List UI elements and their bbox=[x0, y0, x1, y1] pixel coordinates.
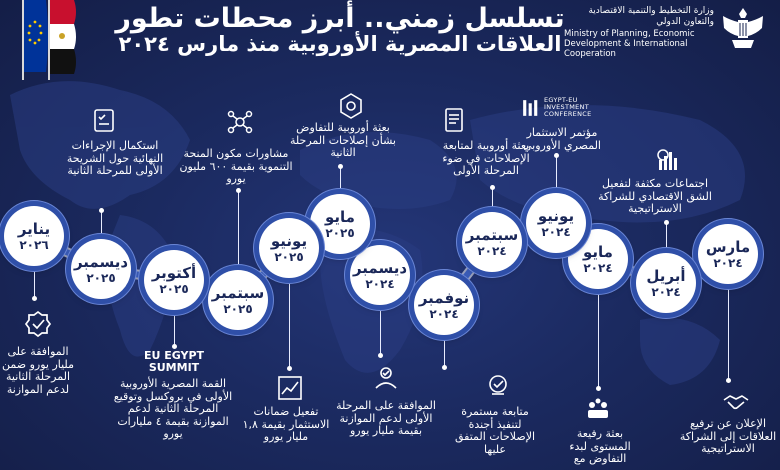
event-text-may-2024: بعثة رفيعة المستوى لبدء التفاوض مع bbox=[569, 427, 631, 465]
timeline-badge-may-2025 bbox=[310, 194, 370, 254]
reform-icon bbox=[484, 372, 512, 400]
ministry-name-english: Ministry of Planning, Economic Development & International Cooperation bbox=[564, 29, 695, 59]
badge-month: مارس bbox=[705, 237, 751, 256]
connector-mar-2024 bbox=[728, 286, 729, 381]
page-title: تسلسل زمني.. أبرز محطات تطور bbox=[115, 3, 565, 34]
event-text-mar-2024: الإعلان عن ترفيع العلاقات إلى الشراكة الاستراتيجية bbox=[679, 417, 777, 455]
conference-logo-text: EGYPT-EU INVESTMENT CONFERENCE bbox=[544, 96, 592, 118]
delegation-icon bbox=[584, 396, 612, 424]
event-text-dec-2025: استكمال الإجراءات النهائية حول الشريحة الأولى للمرحلة الثانية bbox=[66, 139, 164, 177]
connector-jun-2024 bbox=[556, 155, 557, 191]
bar-chart-icon bbox=[654, 146, 682, 174]
connector-dot-jun-2024 bbox=[554, 153, 559, 158]
connector-apr-2024 bbox=[666, 222, 667, 252]
page-subtitle: العلاقات المصرية الأوروبية منذ مارس ٢٠٢٤ bbox=[118, 32, 562, 56]
connector-dot-may-2024 bbox=[596, 386, 601, 391]
badge-year: ٢٠٢٤ bbox=[541, 224, 571, 239]
connector-oct-2025 bbox=[174, 312, 175, 346]
connector-may-2025 bbox=[340, 166, 341, 192]
timeline-badge-jun-2025 bbox=[259, 218, 319, 278]
document-icon bbox=[440, 106, 468, 134]
connector-dec-2024 bbox=[380, 307, 381, 355]
badge-month: ديسمبر bbox=[73, 252, 129, 271]
timeline-badge-dec-2024 bbox=[350, 245, 410, 305]
badge-month: نوفمبر bbox=[418, 288, 470, 307]
connector-dot-jun-2025 bbox=[287, 366, 292, 371]
badge-year: ٢٠٢٥ bbox=[159, 281, 189, 296]
connector-sep-2024 bbox=[492, 187, 493, 211]
badge-year: ٢٠٢٤ bbox=[477, 243, 507, 258]
conference-logo-icon bbox=[520, 97, 542, 119]
event-text-apr-2024: اجتماعات مكثفة لتفعيل الشق الاقتصادي للشراكة الاستراتيجية bbox=[598, 177, 712, 215]
badge-month: مايو bbox=[583, 242, 613, 261]
badge-month: يناير bbox=[17, 219, 51, 238]
connector-dot-may-2025 bbox=[338, 164, 343, 169]
event-text-jan-2026: الموافقة على مليار يورو ضمن المرحلة الثانية لدعم الموازنة bbox=[2, 345, 74, 396]
negotiation-icon bbox=[337, 92, 365, 120]
approval-icon bbox=[372, 364, 400, 392]
timeline-badge-jun-2024 bbox=[526, 193, 586, 253]
connector-dot-sep-2025 bbox=[236, 188, 241, 193]
event-text-may-2025: بعثة أوروبية للتفاوض بشأن إصلاحات المرحلة الثانية bbox=[290, 121, 396, 159]
badge-month: أبريل bbox=[646, 266, 686, 285]
summit-logo: EU EGYPT SUMMIT bbox=[143, 349, 205, 374]
event-text-jun-2024: مؤتمر الاستثمار المصري الأوروبي bbox=[523, 126, 601, 152]
event-text-sep-2025: مشاورات مكون المنحة التنموية بقيمة ٦٠٠ مليون يورو bbox=[179, 147, 293, 185]
connector-nov-2024 bbox=[444, 337, 445, 367]
connector-may-2024 bbox=[598, 290, 599, 388]
badge-year: ٢٠٢٤ bbox=[429, 306, 459, 321]
badge-month: سبتمبر bbox=[211, 283, 265, 302]
badge-year: ٢٠٢٤ bbox=[365, 276, 395, 291]
growth-chart-icon bbox=[276, 374, 304, 402]
timeline-badge-nov-2024 bbox=[414, 275, 474, 335]
timeline-badge-sep-2025 bbox=[208, 270, 268, 330]
connector-dot-dec-2025 bbox=[99, 208, 104, 213]
badge-year: ٢٠٢٥ bbox=[274, 249, 304, 264]
badge-month: يونيو bbox=[270, 231, 308, 250]
timeline-badge-sep-2024 bbox=[462, 212, 522, 272]
badge-month: يونيو bbox=[537, 206, 575, 225]
event-text-sep-2024: بعثة أوروبية لمتابعة الإصلاحات في ضوء المرحلة الأولى bbox=[442, 139, 530, 177]
event-text-jun-2025: تفعيل ضمانات الاستثمار بقيمة ١,٨ مليار يورو bbox=[242, 405, 330, 443]
badge-year: ٢٠٢٥ bbox=[223, 301, 253, 316]
timeline-badge-dec-2025 bbox=[71, 239, 131, 299]
event-text-dec-2024: الموافقة على المرحلة الأولى لدعم الموازنة بقيمة مليار يورو bbox=[336, 399, 436, 437]
connector-dot-jan-2026 bbox=[32, 296, 37, 301]
connector-dot-dec-2024 bbox=[378, 353, 383, 358]
timeline-badge-apr-2024 bbox=[636, 253, 696, 313]
ministry-name-arabic: وزارة التخطيط والتنمية الاقتصادية والتعاون الدولي bbox=[588, 6, 714, 27]
badge-month: سبتمبر bbox=[465, 225, 519, 244]
connector-jan-2026 bbox=[34, 268, 35, 298]
connector-dot-sep-2024 bbox=[490, 185, 495, 190]
event-text-oct-2025: القمة المصرية الأوروبية الأولى في بروكسل وتوقيع المرحلة الثانية لدعم الموازنة بقيمة ٤ مليارات يورو bbox=[113, 377, 233, 440]
connector-jun-2025 bbox=[289, 280, 290, 368]
connector-dot-nov-2024 bbox=[442, 365, 447, 370]
timeline-badge-mar-2024 bbox=[698, 224, 758, 284]
event-text-nov-2024: متابعة مستمرة لتنفيذ أجندة الإصلاحات المتفق عليها bbox=[454, 405, 536, 456]
timeline-badge-oct-2025 bbox=[144, 250, 204, 310]
connector-dot-mar-2024 bbox=[726, 378, 731, 383]
badge-year: ٢٠٢٥ bbox=[86, 270, 116, 285]
verified-icon bbox=[24, 310, 52, 338]
badge-year: ٢٠٢٤ bbox=[583, 260, 613, 275]
badge-month: ديسمبر bbox=[352, 258, 408, 277]
connector-dot-apr-2024 bbox=[664, 220, 669, 225]
timeline-badge-jan-2026 bbox=[4, 206, 64, 266]
checklist-icon bbox=[90, 106, 118, 134]
badge-month: أكتوبر bbox=[151, 263, 197, 282]
badge-year: ٢٠٢٦ bbox=[19, 237, 49, 252]
handshake-icon bbox=[722, 388, 750, 416]
badge-year: ٢٠٢٥ bbox=[325, 225, 355, 240]
badge-month: مايو bbox=[325, 207, 355, 226]
connector-sep-2025 bbox=[238, 190, 239, 268]
connector-dec-2025 bbox=[101, 210, 102, 237]
badge-year: ٢٠٢٤ bbox=[713, 255, 743, 270]
badge-year: ٢٠٢٤ bbox=[651, 284, 681, 299]
network-icon bbox=[226, 108, 254, 136]
